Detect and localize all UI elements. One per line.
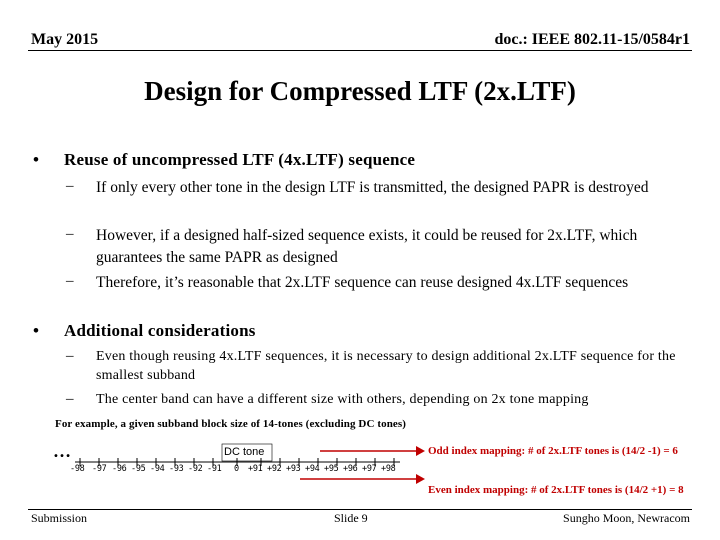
section-2-heading: Additional considerations <box>64 321 256 340</box>
tick-label: +97 <box>362 464 377 474</box>
bullet-2: • <box>33 321 39 340</box>
section-2-item-2: The center band can have a different size with others, depending on 2x tone mapping <box>96 392 589 407</box>
section-1-item-3: Therefore, it’s reasonable that 2x.LTF sequence can reuse designed 4x.LTF sequences <box>96 274 629 291</box>
footer-submission: Submission <box>31 511 88 525</box>
figure-caption: For example, a given subband block size of 14-tones (excluding DC tones) <box>55 418 407 430</box>
tick-label: -97 <box>92 464 107 474</box>
tick-label: -92 <box>188 464 203 474</box>
tick-label: 0 <box>234 464 239 474</box>
footer-slide-number: Slide 9 <box>334 511 368 525</box>
dash-1-3: – <box>66 273 74 289</box>
header-rule <box>28 50 692 51</box>
section-1-heading: Reuse of uncompressed LTF (4x.LTF) sequence <box>64 150 416 169</box>
tick-label: +92 <box>267 464 282 474</box>
section-1-item-1: If only every other tone in the design LTF is transmitted, the designed PAPR is destroyed <box>96 179 649 196</box>
tick-label: +93 <box>286 464 301 474</box>
tick-label: +98 <box>381 464 396 474</box>
tick-label: -98 <box>70 464 85 474</box>
section-1-item-2: However, if a designed half-sized sequence exists, it could be reused for 2x.LTF, which guarantees the same PAPR as designed <box>96 227 638 266</box>
even-mapping-note: Even index mapping: # of 2x.LTF tones is (14/2 +1) = 8 <box>428 484 684 496</box>
footer-author: Sungho Moon, Newracom <box>563 511 690 525</box>
tick-label: -94 <box>150 464 165 474</box>
tick-label: -91 <box>207 464 222 474</box>
tick-label: +91 <box>248 464 263 474</box>
tick-label: +95 <box>324 464 339 474</box>
header-doc-id: doc.: IEEE 802.11-15/0584r1 <box>494 31 690 48</box>
dash-2-1: – <box>66 348 74 364</box>
footer-rule <box>28 509 692 510</box>
header-date: May 2015 <box>31 31 99 48</box>
tick-label: -95 <box>131 464 146 474</box>
dc-tone-label: DC tone <box>224 446 265 458</box>
even-mapping-arrow-icon <box>416 474 425 484</box>
odd-mapping-note: Odd index mapping: # of 2x.LTF tones is (14/2 -1) = 6 <box>428 445 678 457</box>
tick-label: -96 <box>112 464 127 474</box>
dash-1-1: – <box>66 178 74 194</box>
dash-2-2: – <box>66 391 74 407</box>
slide-title: Design for Compressed LTF (2x.LTF) <box>144 76 576 106</box>
odd-mapping-arrow-icon <box>416 446 425 456</box>
tick-label: +96 <box>343 464 358 474</box>
tick-label: +94 <box>305 464 320 474</box>
ellipsis-left: … <box>53 441 71 461</box>
tick-label: -93 <box>169 464 184 474</box>
section-2-item-1: Even though reusing 4x.LTF sequences, it is necessary to design additional 2x.LTF sequence for the smallest subband <box>96 349 676 383</box>
dash-1-2: – <box>66 226 74 242</box>
bullet-1: • <box>33 150 39 169</box>
